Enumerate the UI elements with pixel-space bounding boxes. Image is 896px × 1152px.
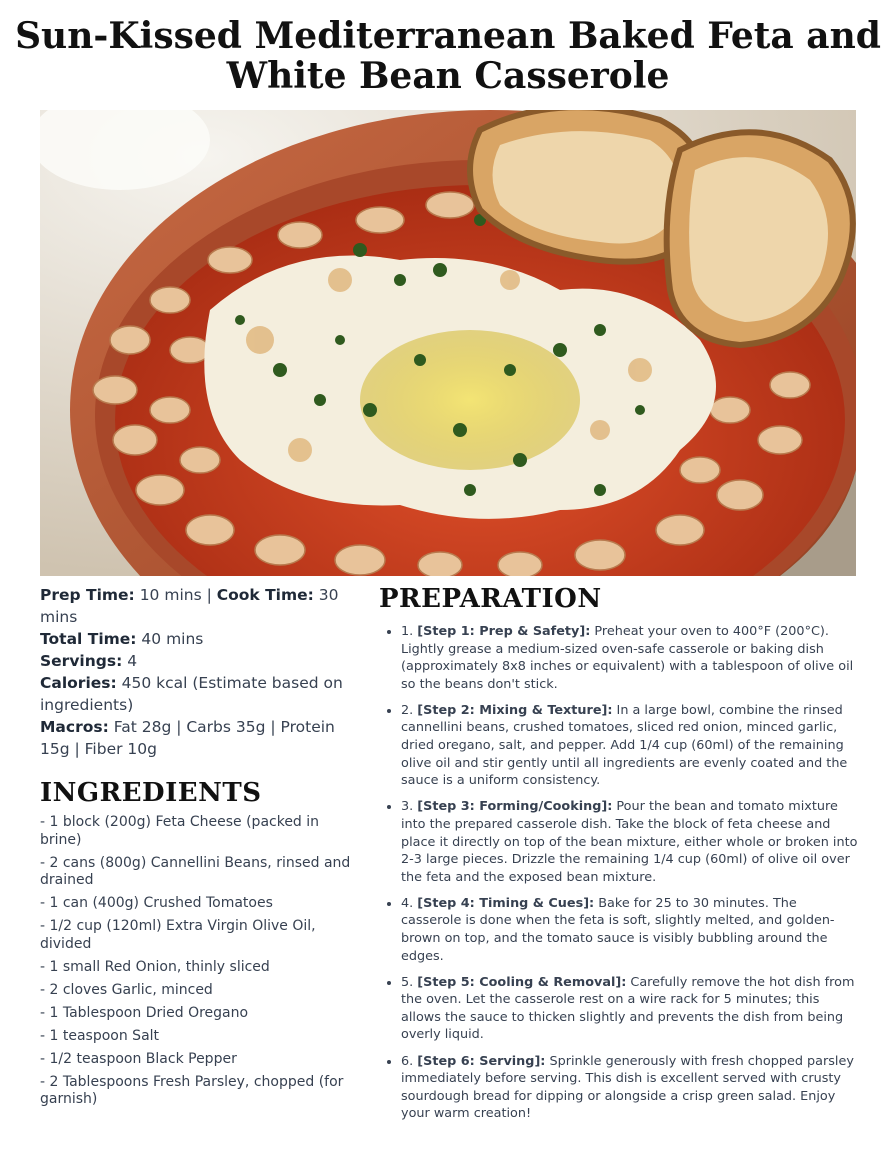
ingredient-item: - 1 block (200g) Feta Cheese (packed in brine) [40, 814, 320, 848]
step-text: Pour the bean and tomato mixture into the prepared casserole dish. Take the block of feta cheese and place it directly on top of the bean mixture, either whole or broken into 2-3 large pieces. Drizzle the remaining 1/4 cup (60ml) of olive oil over the feta and the exposed bean mixture. [401, 799, 858, 885]
step-item [401, 1053, 859, 1123]
ingredient-item: - 1/2 cup (120ml) Extra Virgin Olive Oil, divided [40, 918, 316, 952]
step-label: [Step 1: Prep & Safety]: [417, 624, 591, 639]
recipe-title: Sun-Kissed Mediterranean Baked Feta and White Bean Casserole [15, 15, 881, 97]
step-label: [Step 2: Mixing & Texture]: [417, 702, 613, 718]
recipe-meta [40, 584, 360, 760]
step-number: 1. [401, 624, 418, 639]
step-item [401, 798, 859, 886]
step-number: 6. [401, 1053, 418, 1069]
step-number: 3. [401, 799, 418, 815]
preparation-steps [379, 623, 859, 1123]
macros-value: Fat 28g | Carbs 35g | Protein 15g | Fiber 10g [40, 718, 335, 758]
cook-time-value: 30 mins [40, 586, 339, 626]
step-item [401, 895, 859, 965]
step-item [401, 702, 859, 790]
casserole-illustration [40, 110, 856, 576]
servings-row [40, 650, 360, 672]
total-time-value: 40 mins [136, 630, 204, 648]
hero-image [40, 110, 856, 576]
ingredient-item: - 1 can (400g) Crushed Tomatoes [40, 895, 273, 911]
step-label: [Step 3: Forming/Cooking]: [417, 799, 613, 815]
time-row [40, 584, 360, 628]
calories-value: 450 kcal (Estimate based on ingredients) [40, 674, 343, 714]
ingredient-item: - 2 Tablespoons Fresh Parsley, chopped (for garnish) [40, 1073, 344, 1107]
step-text: Sprinkle generously with fresh chopped parsley immediately before serving. This dish is excellent served with crusty sourdough bread for dipping or alongside a crisp green salad. Enjoy your warm creation! [401, 1053, 854, 1122]
step-item [401, 623, 859, 693]
step-text: Preheat your oven to 400°F (200°C). Lightly grease a medium-sized oven-safe casserole or baking dish (approximately 8x8 inches or equivalent) with a tablespoon of olive oil so the beans don't stick. [401, 624, 854, 692]
ingredients-list [40, 814, 360, 1109]
step-text: In a large bowl, combine the rinsed cannellini beans, crushed tomatoes, sliced red onion, minced garlic, dried oregano, salt, and pepper. Add 1/4 cup (60ml) of the remaining olive oil and stir gently until all ingredients are evenly coated and the sauce is a uniform consistency. [401, 702, 848, 789]
cook-time-label: Cook Time: [216, 586, 314, 604]
ingredient-item: - 2 cloves Garlic, minced [40, 981, 213, 998]
step-text: Carefully remove the hot dish from the oven. Let the casserole rest on a wire rack for 5 minutes; this allows the sauce to thicken slightly and prevents the dish from being overly liquid. [401, 974, 855, 1043]
step-label: [Step 4: Timing & Cues]: [417, 895, 595, 911]
ingredient-item: - 1 Tablespoon Dried Oregano [40, 1004, 249, 1021]
step-item [401, 974, 859, 1044]
step-number: 4. [401, 895, 418, 911]
step-text: Bake for 25 to 30 minutes. The casserole is done when the feta is soft, slightly melted, and golden-brown on top, and the tomato sauce is visibly bubbling around the edges. [401, 895, 835, 964]
total-time-row [40, 628, 360, 650]
right-column [379, 584, 859, 1131]
step-number: 2. [401, 702, 418, 718]
step-number: 5. [401, 974, 418, 990]
macros-label: Macros: [40, 718, 109, 736]
ingredient-item: - 1 small Red Onion, thinly sliced [40, 958, 270, 975]
servings-label: Servings: [40, 652, 123, 670]
ingredient-item: - 2 cans (800g) Cannellini Beans, rinsed and drained [40, 854, 351, 888]
prep-time-label: Prep Time: [40, 586, 135, 604]
servings-value: 4 [122, 652, 138, 670]
macros-row [40, 716, 360, 760]
ingredient-item: - 1 teaspoon Salt [40, 1027, 160, 1044]
preparation-heading: PREPARATION [379, 584, 602, 614]
calories-row [40, 672, 360, 716]
left-column [40, 584, 360, 1114]
ingredients-heading: INGREDIENTS [40, 778, 262, 808]
step-label: [Step 5: Cooling & Removal]: [417, 974, 627, 990]
prep-time-value: 10 mins | [134, 586, 217, 604]
step-label: [Step 6: Serving]: [417, 1053, 546, 1069]
calories-label: Calories: [40, 674, 117, 692]
total-time-label: Total Time: [40, 630, 137, 648]
ingredient-item: - 1/2 teaspoon Black Pepper [40, 1050, 237, 1067]
